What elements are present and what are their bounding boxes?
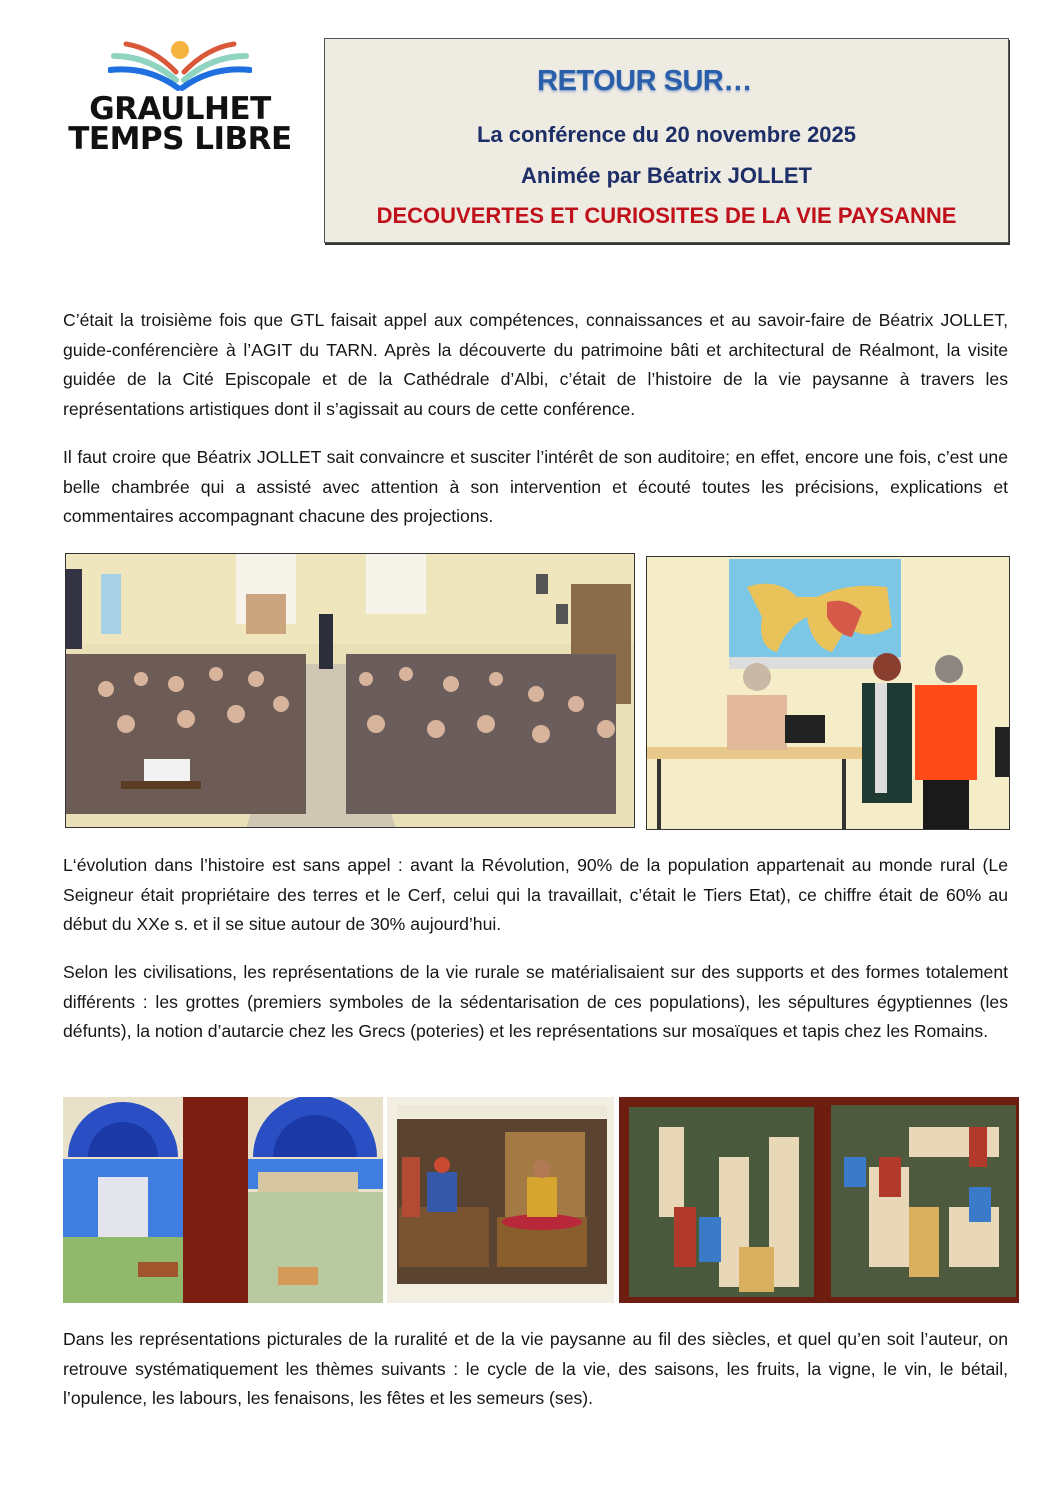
- logo-text-line1: GRAULHET: [89, 91, 271, 127]
- open-book-sun-icon: [108, 38, 252, 92]
- conference-topic: DECOUVERTES ET CURIOSITES DE LA VIE PAYSANNE: [376, 203, 957, 228]
- photo-speakers: [646, 556, 1010, 830]
- paragraph-audience: Il faut croire que Béatrix JOLLET sait convaincre et susciter l’intérêt de son auditoire; en effet, encore une fois, c’est une belle chambrée qui a assisté avec attention à son intervention et écouté toutes les précisions, explications et commentaires accompagnant chacune des projections.: [63, 447, 1008, 527]
- photo-audience: [65, 553, 635, 828]
- conference-date: La conférence du 20 novembre 2025: [476, 122, 857, 147]
- photo-miniatures: [63, 1097, 383, 1303]
- header-box: [324, 38, 1009, 243]
- photo-tapestries: [619, 1097, 1019, 1303]
- logo-text-line2: TEMPS LIBRE: [68, 121, 292, 157]
- paragraph-evolution: L‘évolution dans l’histoire est sans appel : avant la Révolution, 90% de la population appartenait au monde rural (Le Seigneur était propriétaire des terres et le Cerf, celui qui la travaillait, c’était le Tiers Etat), ce chiffre était de 60% au début du XXe s. et il se situe autour de 30% aujourd’hui.: [63, 855, 1008, 935]
- header-title: RETOUR SUR…: [537, 65, 752, 97]
- logo: [62, 38, 298, 158]
- paragraph-civilisations: Selon les civilisations, les représentations de la vie rurale se matérialisaient sur des supports et des formes totalement différents : les grottes (premiers symboles de la sédentarisation de ces populations), les sépultures égyptiennes (les défunts), la notion d’autarcie chez les Grecs (poteries) et les représentations sur mosaïques et tapis chez les Romains.: [63, 962, 1008, 1042]
- paragraph-themes: Dans les représentations picturales de la ruralité et de la vie paysanne au fil des siècles, et quel qu’en soit l’auteur, on retrouve systématiquement les thèmes suivants : le cycle de la vie, des saisons, les fruits, la vigne, le vin, le bétail, l’opulence, les labours, les fenaisons, les fêtes et les semeurs (ses).: [63, 1329, 1008, 1409]
- paragraph-intro: C’était la troisième fois que GTL faisait appel aux compétences, connaissances et au savoir-faire de Béatrix JOLLET, guide-conférencière à l’AGIT du TARN. Après la découverte du patrimoine bâti et architectural de Réalmont, la visite guidée de la Cité Episcopale et de la Cathédrale d’Albi, c’était de l’histoire de la vie paysanne à travers les représentations artistiques dont il s’agissait au cours de cette conférence.: [63, 310, 1008, 419]
- conference-host: Animée par Béatrix JOLLET: [521, 163, 812, 188]
- photo-cellar: [387, 1097, 614, 1303]
